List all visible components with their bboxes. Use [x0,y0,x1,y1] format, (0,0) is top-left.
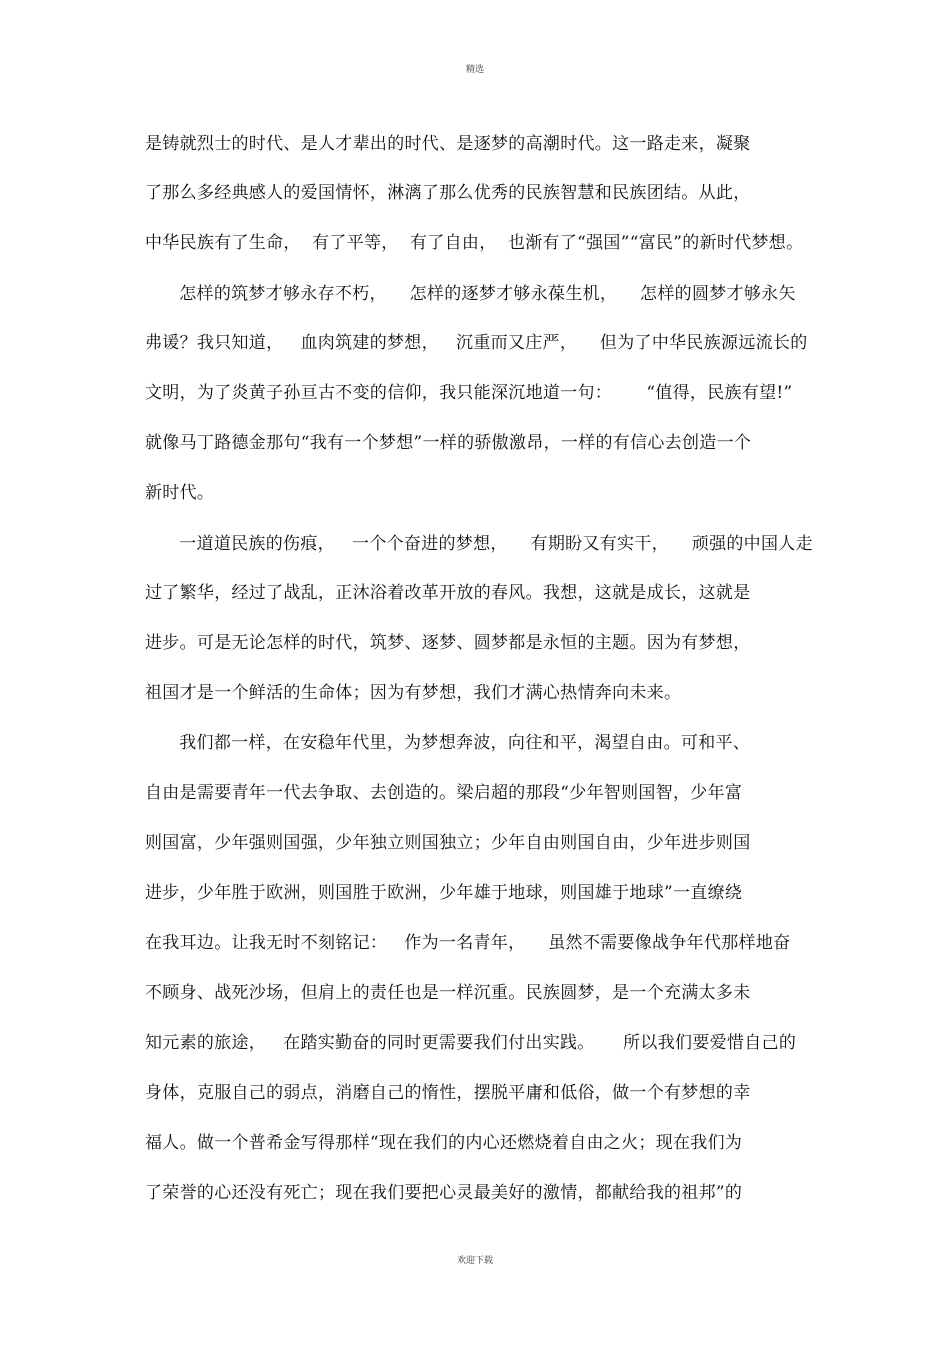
text-line: 自由是需要青年一代去争取、去创造的。梁启超的那段“少年智则国智，少年富 [145,783,743,803]
text-line: 进步，少年胜于欧洲，则国胜于欧洲，少年雄于地球，则国雄于地球”一直缭绕 [145,883,743,903]
text-line: 一道道民族的伤痕， 一个个奋进的梦想， 有期盼又有实干， 顽强的中国人走 [145,534,813,554]
text-line: 了那么多经典感人的爱国情怀，淋漓了那么优秀的民族智慧和民族团结。从此， [145,183,751,203]
page-header: 精选 [465,65,484,75]
text-line: 新时代。 [145,483,215,503]
text-line: 弗谖？我只知道， 血肉筑建的梦想， 沉重而又庄严， 但为了中华民族源远流长的 [145,333,808,353]
text-line: 就像马丁路德金那句“我有一个梦想”一样的骄傲激昂，一样的有信心去创造一个 [145,433,752,453]
text-line: 是铸就烈士的时代、是人才辈出的时代、是逐梦的高潮时代。这一路走来，凝聚 [145,134,751,154]
text-line: 过了繁华，经过了战乱，正沐浴着改革开放的春风。我想，这就是成长，这就是 [145,583,751,603]
text-line: 福人。做一个普希金写得那样“现在我们的内心还燃烧着自由之火；现在我们为 [145,1133,743,1153]
page-footer: 欢迎下载 [456,1256,493,1266]
text-line: 文明，为了炎黄子孙亘古不变的信仰，我只能深沉地道一句： “值得，民族有望!” [145,383,793,403]
text-line: 知元素的旅途， 在踏实勤奋的同时更需要我们付出实践。 所以我们要爱惜自己的 [145,1033,797,1053]
text-line: 在我耳边。让我无时不刻铭记： 作为一名青年， 虽然不需要像战争年代那样地奋 [145,933,791,953]
text-line: 则国富，少年强则国强，少年独立则国独立；少年自由则国自由，少年进步则国 [145,833,751,853]
text-line: 不顾身、战死沙场，但肩上的责任也是一样沉重。民族圆梦，是一个充满太多未 [145,983,751,1003]
text-line: 进步。可是无论怎样的时代，筑梦、逐梦、圆梦都是永恒的主题。因为有梦想， [145,633,751,653]
text-line: 祖国才是一个鲜活的生命体；因为有梦想，我们才满心热情奔向未来。 [145,683,682,703]
text-line: 中华民族有了生命， 有了平等， 有了自由， 也渐有了“强国”“富民”的新时代梦想。 [145,233,804,253]
text-line: 了荣誉的心还没有死亡；现在我们要把心灵最美好的激情，都献给我的祖邦”的 [145,1183,743,1203]
text-line: 身体，克服自己的弱点，消磨自己的惰性，摆脱平庸和低俗，做一个有梦想的幸 [145,1083,751,1103]
text-line: 怎样的筑梦才够永存不朽， 怎样的逐梦才够永葆生机， 怎样的圆梦才够永矢 [145,284,796,304]
text-line: 我们都一样，在安稳年代里，为梦想奔波，向往和平，渴望自由。可和平、 [145,733,751,753]
